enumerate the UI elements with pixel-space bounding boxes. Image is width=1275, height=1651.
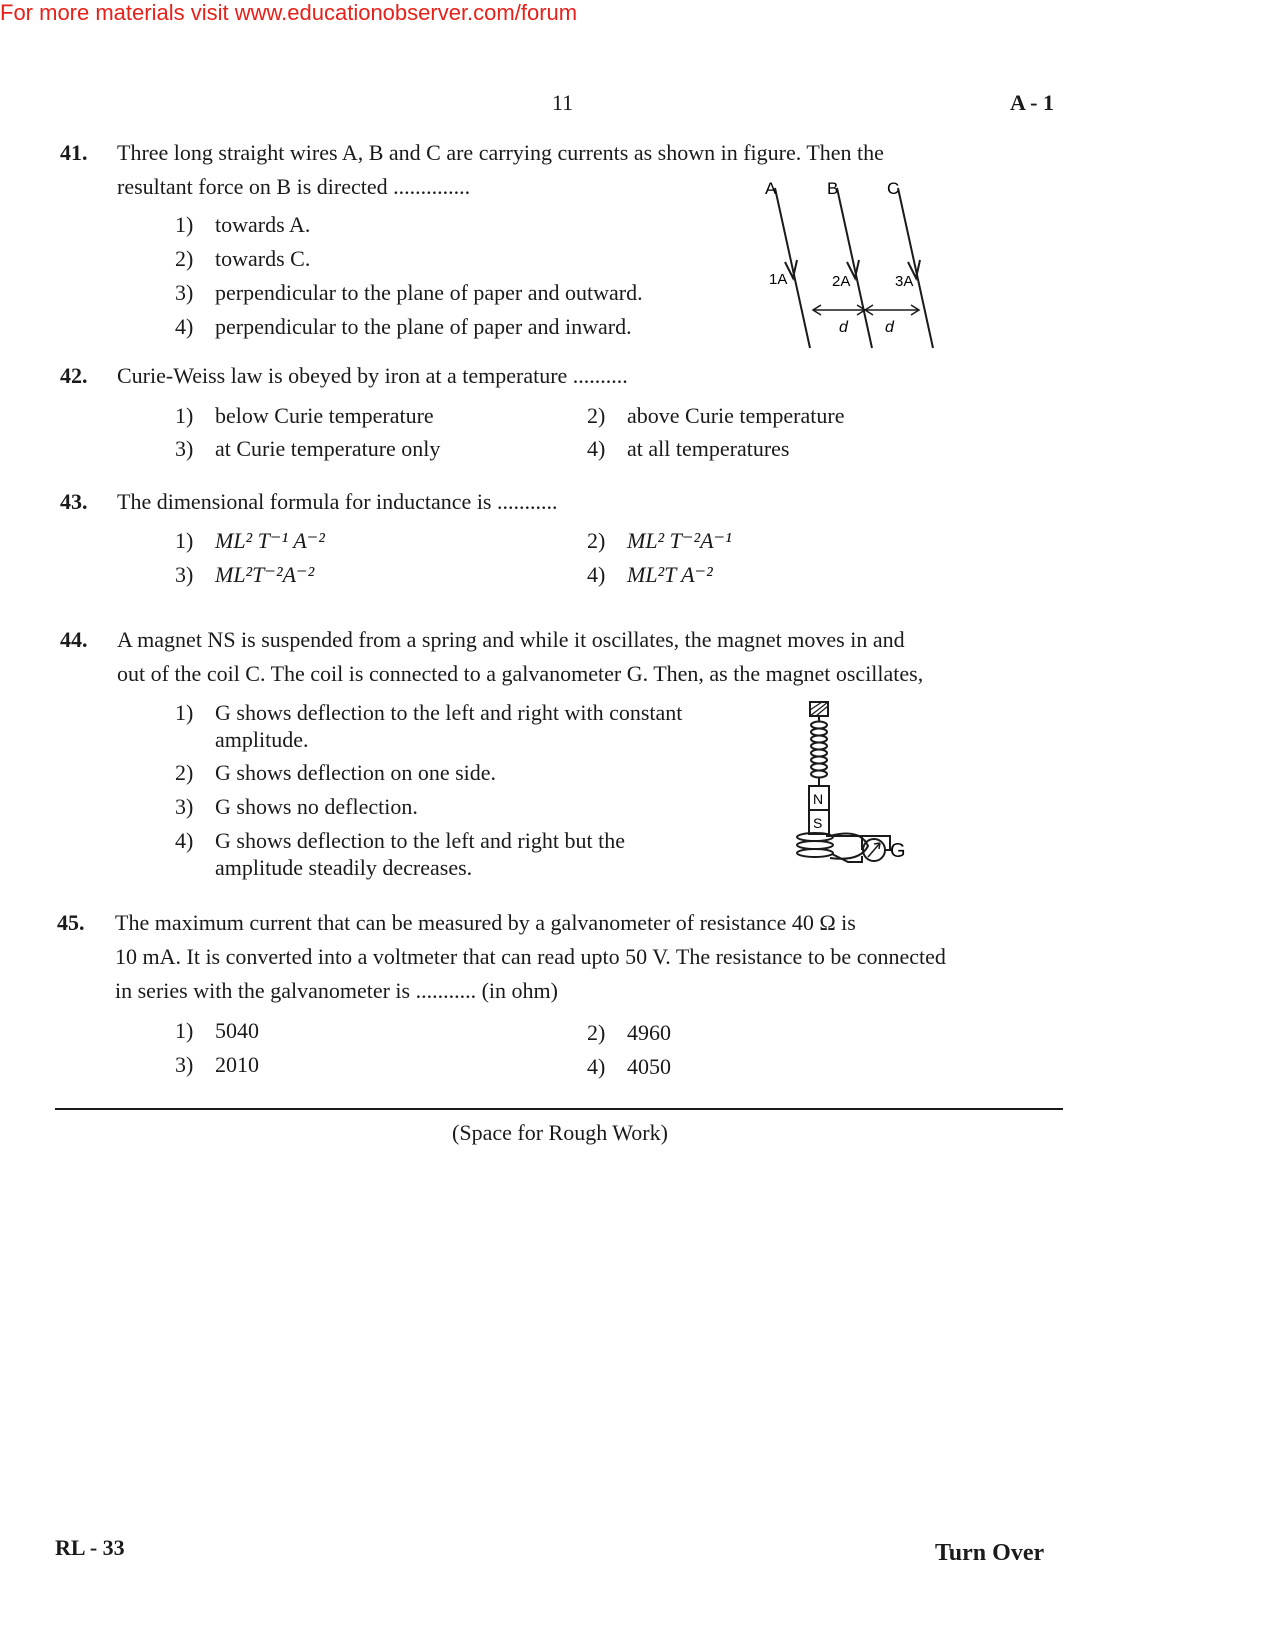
q44-option-2: 2) G shows deflection on one side. <box>175 760 497 785</box>
q43-number: 43. <box>60 489 88 514</box>
wire-label-c: C <box>887 179 900 198</box>
q45-option-3: 3) 2010 <box>175 1052 259 1077</box>
magnet-s-label: S <box>813 815 823 831</box>
q45-text-line3: in series with the galvanometer is ........... (in ohm) <box>115 978 558 1003</box>
footer-code: RL - 33 <box>55 1535 125 1560</box>
distance-label-1: d <box>839 319 848 336</box>
q44-option-4-cont: amplitude steadily decreases. <box>215 855 473 880</box>
q44-option-1-cont: amplitude. <box>215 727 309 752</box>
magnet-n-label: N <box>813 791 824 807</box>
current-label-2a: 2A <box>832 273 851 290</box>
q45-option-2: 2) 4960 <box>587 1020 671 1045</box>
current-label-1a: 1A <box>769 271 788 288</box>
wire-c-line <box>898 188 933 348</box>
q45-text-line1: The maximum current that can be measured by a galvanometer of resistance 40 Ω is <box>115 910 856 935</box>
q41-option-4: 4) perpendicular to the plane of paper and inward. <box>175 314 632 339</box>
current-label-3a: 3A <box>895 273 914 290</box>
q41-wires-figure <box>755 178 955 358</box>
q41-text-line2: resultant force on B is directed .............. <box>117 174 471 199</box>
q41-number: 41. <box>60 140 88 165</box>
page-number: 11 <box>552 90 574 115</box>
spring-coil-1 <box>811 722 827 729</box>
q44-option-1: 1) G shows deflection to the left and right with constant <box>175 700 683 725</box>
q43-option-3: 3) ML²T⁻²A⁻² <box>175 562 315 587</box>
q42-number: 42. <box>60 363 88 388</box>
q45-option-4: 4) 4050 <box>587 1054 671 1079</box>
q44-number: 44. <box>60 627 88 652</box>
q42-option-4: 4) at all temperatures <box>587 436 790 461</box>
q42-option-2: 2) above Curie temperature <box>587 403 845 428</box>
galvanometer-label: G <box>890 840 906 862</box>
q43-option-2: 2) ML² T⁻²A⁻¹ <box>587 528 732 553</box>
q44-text-line1: A magnet NS is suspended from a spring and while it oscillates, the magnet moves in and <box>117 627 905 652</box>
wire-label-a: A <box>765 179 777 198</box>
wire-label-b: B <box>827 179 839 198</box>
q43-option-4: 4) ML²T A⁻² <box>587 562 713 587</box>
q41-option-2: 2) towards C. <box>175 246 311 271</box>
q41-option-3: 3) perpendicular to the plane of paper and outward. <box>175 280 643 305</box>
q44-magnet-coil-figure <box>790 700 940 890</box>
q42-option-1: 1) below Curie temperature <box>175 403 434 428</box>
q41-text-line1: Three long straight wires A, B and C are carrying currents as shown in figure. Then the <box>117 140 884 165</box>
turn-over-label: Turn Over <box>935 1540 1045 1566</box>
q44-text-line2: out of the coil C. The coil is connected to a galvanometer G. Then, as the magnet oscillates, <box>117 661 924 686</box>
q44-option-4: 4) G shows deflection to the left and right but the <box>175 828 625 853</box>
q44-option-3: 3) G shows no deflection. <box>175 794 418 819</box>
q43-text: The dimensional formula for inductance is ........... <box>117 489 558 514</box>
q42-option-3: 3) at Curie temperature only <box>175 436 441 461</box>
q42-text: Curie-Weiss law is obeyed by iron at a temperature .......... <box>117 363 628 388</box>
rough-work-label: (Space for Rough Work) <box>452 1120 668 1145</box>
wire-a-line <box>775 188 810 348</box>
paper-code: A - 1 <box>1010 90 1054 115</box>
distance-label-2: d <box>885 319 894 336</box>
divider-rule <box>55 1108 1063 1110</box>
q45-number: 45. <box>57 910 85 935</box>
q41-option-1: 1) towards A. <box>175 212 311 237</box>
source-banner: For more materials visit www.educationobserver.com/forum <box>0 0 578 25</box>
q45-option-1: 1) 5040 <box>175 1018 259 1043</box>
q45-text-line2: 10 mA. It is converted into a voltmeter that can read upto 50 V. The resistance to be connected <box>115 944 946 969</box>
q43-option-1: 1) ML² T⁻¹ A⁻² <box>175 528 325 553</box>
galvanometer-needle <box>868 843 880 857</box>
